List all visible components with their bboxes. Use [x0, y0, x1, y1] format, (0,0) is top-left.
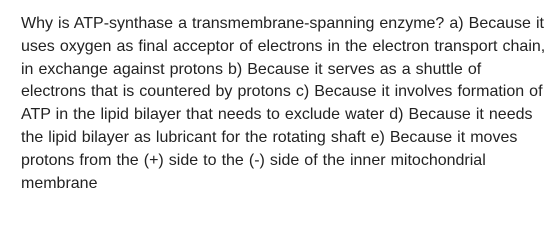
question-text: Why is ATP-synthase a transmembrane-spanning enzyme? a) Because it uses oxygen as final acceptor of electrons in the electron transport chain, in exchange against protons b) Because it serves as a shuttle of electrons that is countered by protons c) Because it involves formation of ATP in the lipid bilayer that needs to exclude water d) Because it needs the lipid bilayer as lubricant for the rotating shaft e) Because it moves protons from the (+) side to the (-) side of the inner mitochondrial membrane [21, 15, 546, 192]
